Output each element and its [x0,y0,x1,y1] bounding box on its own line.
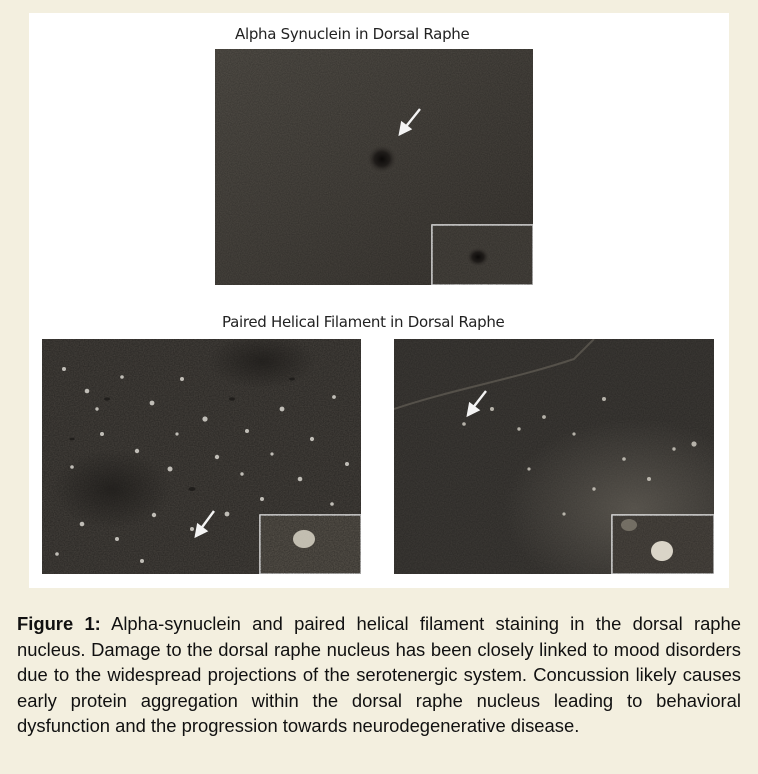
inset-phf-right [612,515,714,574]
caption-text: Alpha-synuclein and paired helical filament staining in the dorsal raphe nucleus. Damage to the dorsal raphe nucleus has been closely linked to mood disorders due to the widespread projections of the serotenergic system. Concussion likely causes early protein aggregation within the dorsal raphe nucleus leading to behavioral dysfunction and the progression towards neurodegenerative disease. [17,613,741,736]
alpha-synuclein-micrograph [215,49,533,285]
caption-label: Figure 1: [17,613,101,634]
figure-caption [17,611,741,739]
inset-alpha [432,225,533,285]
paired-helical-filament-micrograph-right [394,339,714,574]
alpha-synuclein-title: Alpha Synuclein in Dorsal Raphe [235,25,470,43]
paired-helical-filament-micrograph-left [42,339,361,574]
paired-helical-filament-title: Paired Helical Filament in Dorsal Raphe [222,313,505,331]
alpha-synuclein-deposit [365,143,399,175]
inset-phf-left [260,515,361,574]
